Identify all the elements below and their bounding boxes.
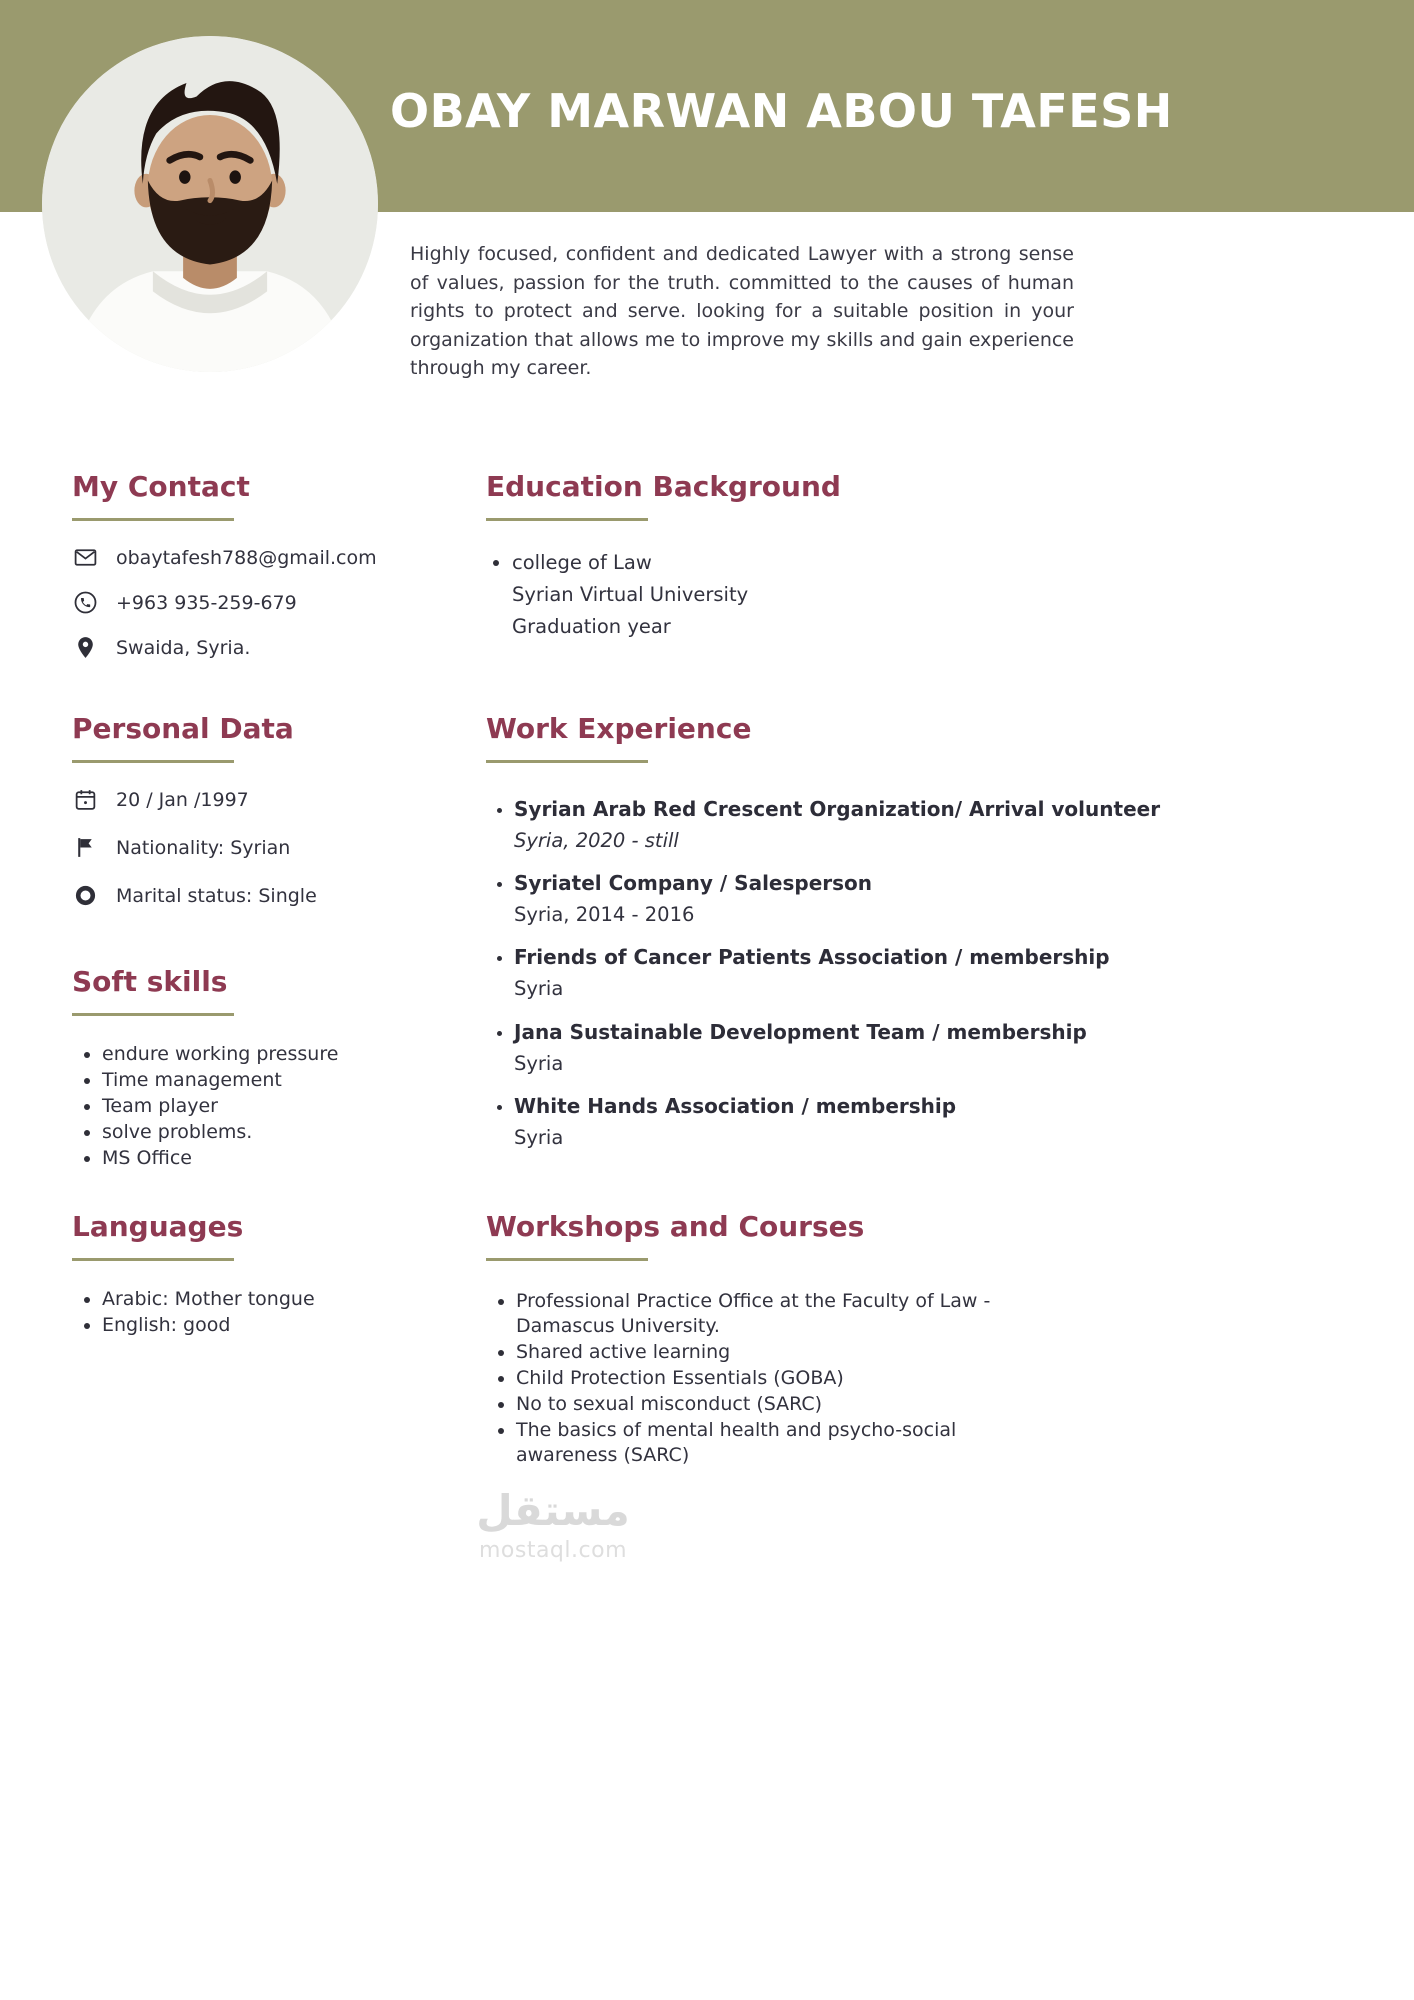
section-underline	[72, 760, 234, 763]
education-graduation: Graduation year	[512, 614, 671, 638]
contact-item-phone	[72, 590, 432, 616]
work-item	[514, 1020, 1366, 1076]
calendar-icon	[72, 787, 98, 813]
section-title-workshops: Workshops and Courses	[486, 1210, 865, 1243]
workshop-item: • No to sexual misconduct (SARC)	[516, 1392, 1036, 1417]
contact-location-text: Swaida, Syria.	[116, 636, 251, 659]
page-title: OBAY MARWAN ABOU TAFESH	[390, 84, 1173, 138]
section-title-work-experience: Work Experience	[486, 712, 752, 745]
section-languages	[72, 1210, 452, 1339]
section-underline	[486, 760, 648, 763]
work-role: • Jana Sustainable Development Team / membership	[514, 1019, 1087, 1044]
language-item: • Arabic: Mother tongue	[102, 1287, 452, 1312]
contact-item-location	[72, 635, 432, 661]
personal-item-nationality	[72, 835, 432, 861]
location-icon	[72, 635, 98, 661]
section-title-languages: Languages	[72, 1210, 244, 1243]
work-detail: Syria	[514, 1126, 564, 1150]
workshop-item: • Shared active learning	[516, 1340, 1036, 1365]
workshop-item: • The basics of mental health and psycho-social awareness (SARC)	[516, 1418, 1036, 1468]
profile-photo-illustration	[42, 36, 378, 372]
personal-nationality-text: Nationality: Syrian	[116, 836, 291, 859]
work-role: • Friends of Cancer Patients Association / membership	[514, 945, 1110, 970]
language-item: • English: good	[102, 1313, 452, 1338]
work-item	[514, 797, 1366, 853]
section-personal-data	[72, 712, 432, 931]
watermark	[476, 1488, 630, 1563]
personal-marital-text: Marital status: Single	[116, 884, 317, 907]
section-underline	[72, 518, 234, 521]
section-title-education: Education Background	[486, 470, 841, 503]
section-underline	[486, 518, 648, 521]
workshop-item: • Professional Practice Office at the Faculty of Law -Damascus University.	[516, 1289, 1036, 1339]
work-role: • Syrian Arab Red Crescent Organization/ Arrival volunteer	[514, 796, 1161, 821]
email-icon	[72, 545, 98, 571]
personal-birthdate-text: 20 / Jan /1997	[116, 788, 249, 811]
section-education	[486, 470, 1126, 643]
education-school: Syrian Virtual University	[512, 582, 749, 606]
personal-item-marital-status	[72, 883, 432, 909]
phone-icon	[72, 590, 98, 616]
work-item	[514, 945, 1366, 1001]
soft-skill-item: • endure working pressure	[102, 1042, 432, 1067]
education-degree: college of Law	[512, 550, 652, 574]
soft-skill-item: • Time management	[102, 1068, 432, 1093]
work-detail: Syria, 2014 - 2016	[514, 902, 695, 926]
section-title-personal-data: Personal Data	[72, 712, 294, 745]
watermark-logo: مستقل	[476, 1486, 630, 1535]
section-workshops	[486, 1210, 1146, 1469]
work-item	[514, 1094, 1366, 1150]
contact-phone-text: +963 935-259-679	[116, 591, 297, 614]
workshop-item: • Child Protection Essentials (GOBA)	[516, 1366, 1036, 1391]
work-detail: Syria	[514, 977, 564, 1001]
soft-skill-item: • solve problems.	[102, 1120, 432, 1145]
work-role: • White Hands Association / membership	[514, 1094, 957, 1119]
profile-summary: Highly focused, confident and dedicated Lawyer with a strong sense of values, passion for the truth. committed to the causes of human rights to protect and serve. looking for a suitable position in your organization that allows me to improve my skills and gain experience through my career.	[410, 243, 1074, 379]
section-underline	[72, 1258, 234, 1261]
soft-skill-item: • MS Office	[102, 1146, 432, 1171]
work-detail: Syria, 2020 - still	[514, 828, 679, 852]
contact-item-email	[72, 545, 432, 571]
section-underline	[486, 1258, 648, 1261]
work-role: • Syriatel Company / Salesperson	[514, 870, 873, 895]
section-underline	[72, 1013, 234, 1016]
ring-icon	[72, 883, 98, 909]
section-soft-skills	[72, 965, 432, 1172]
education-item	[512, 547, 1126, 644]
section-title-soft-skills: Soft skills	[72, 965, 228, 998]
section-title-my-contact: My Contact	[72, 470, 250, 503]
watermark-domain: mostaql.com	[478, 1538, 628, 1564]
section-my-contact	[72, 470, 432, 680]
personal-item-birthdate	[72, 787, 432, 813]
contact-email-text: obaytafesh788@gmail.com	[116, 546, 377, 569]
section-work-experience	[486, 712, 1366, 1168]
work-item	[514, 871, 1366, 927]
soft-skill-item: • Team player	[102, 1094, 432, 1119]
avatar	[42, 36, 378, 372]
flag-icon	[72, 835, 98, 861]
work-detail: Syria	[514, 1051, 564, 1075]
